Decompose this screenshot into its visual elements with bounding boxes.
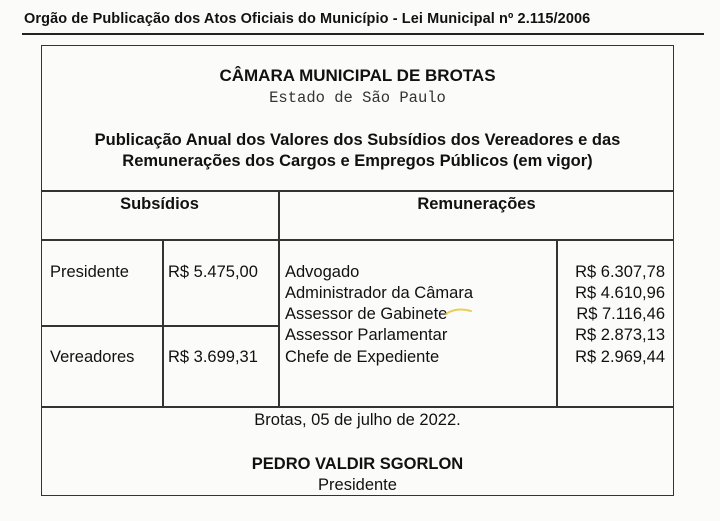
highlight-mark-icon [444,305,474,319]
remuneration-value: R$ 6.307,78 [575,263,665,281]
remuneration-value: R$ 2.873,13 [575,326,665,344]
subsidy-role-councilors: Vereadores [50,348,135,366]
rule-between-subsidy-rows [41,325,279,327]
signatory-name: PEDRO VALDIR SGORLON [251,455,464,473]
rule-subsidies-remunerations [278,190,280,407]
chamber-name: CÂMARA MUNICIPAL DE BROTAS [219,66,496,85]
rule-below-title [41,190,674,192]
remunerations-header: Remunerações [417,195,536,213]
publication-title-line-1: Publicação Anual dos Valores dos Subsídios dos Vereadores e das [94,131,621,149]
rule-subsidy-role-value [162,239,164,407]
rule-below-column-headers [41,239,674,241]
subsidy-role-president: Presidente [50,263,129,281]
header-rule [22,33,704,35]
publication-title-line-2: Remunerações dos Cargos e Empregos Públicos (em vigor) [122,152,593,170]
remuneration-position: Chefe de Expediente [285,348,440,366]
remuneration-value: R$ 7.116,46 [576,305,665,323]
rule-remuneration-position-value [556,239,558,407]
subsidy-value-councilors: R$ 3.699,31 [168,348,258,366]
gazette-header: Orgão de Publicação dos Atos Oficiais do Município - Lei Municipal nº 2.115/2006 [24,11,591,27]
remuneration-position: Administrador da Câmara [285,284,473,302]
remuneration-position: Advogado [285,263,360,281]
subsidy-value-president: R$ 5.475,00 [168,263,258,281]
subsidies-header: Subsídios [120,195,199,213]
publication-date: Brotas, 05 de julho de 2022. [254,411,461,429]
remuneration-position: Assessor de Gabinete [285,305,448,323]
chamber-state: Estado de São Paulo [269,89,446,107]
signatory-role: Presidente [318,476,397,494]
remuneration-position: Assessor Parlamentar [285,326,448,344]
rule-below-table [41,406,674,408]
remuneration-value: R$ 2.969,44 [575,348,665,366]
remuneration-value: R$ 4.610,96 [575,284,665,302]
